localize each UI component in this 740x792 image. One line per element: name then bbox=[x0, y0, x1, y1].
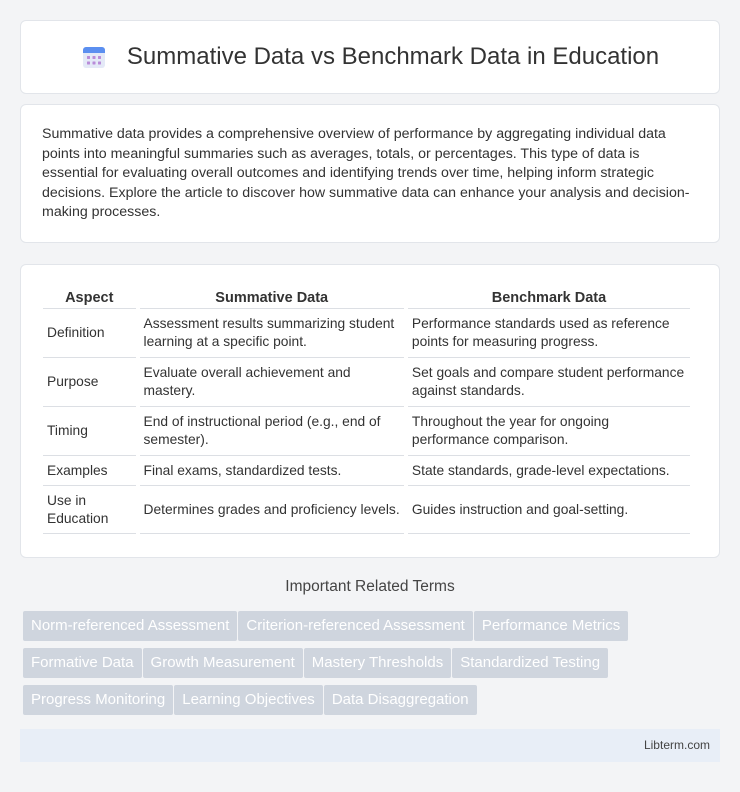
table-cell: Definition bbox=[43, 309, 136, 358]
term-tag[interactable]: Growth Measurement bbox=[143, 648, 303, 678]
term-tag[interactable]: Norm-referenced Assessment bbox=[23, 611, 237, 641]
table-cell: Throughout the year for ongoing performance comparison. bbox=[408, 407, 690, 456]
related-terms-list bbox=[23, 611, 723, 722]
table-header-aspect: Aspect bbox=[43, 285, 136, 309]
term-tag[interactable]: Data Disaggregation bbox=[324, 685, 477, 715]
related-terms-title: Important Related Terms bbox=[285, 578, 455, 595]
term-tag[interactable]: Standardized Testing bbox=[452, 648, 608, 678]
table-cell: Examples bbox=[43, 456, 136, 486]
header-card bbox=[20, 20, 720, 94]
table-cell: End of instructional period (e.g., end of semester). bbox=[140, 407, 404, 456]
table-cell: Final exams, standardized tests. bbox=[140, 456, 404, 486]
table-cell: Use in Education bbox=[43, 486, 136, 534]
table-cell: Evaluate overall achievement and mastery. bbox=[140, 358, 404, 407]
comparison-table bbox=[39, 285, 694, 534]
footer bbox=[20, 729, 720, 762]
table-cell: Performance standards used as reference points for measuring progress. bbox=[408, 309, 690, 358]
table-row bbox=[43, 358, 690, 407]
comparison-card bbox=[20, 264, 720, 558]
table-cell: Set goals and compare student performance against standards. bbox=[408, 358, 690, 407]
term-tag[interactable]: Criterion-referenced Assessment bbox=[238, 611, 472, 641]
intro-text: Summative data provides a comprehensive overview of performance by aggregating individual data points into meaningful summaries such as averages, totals, or percentages. This type of data is essential for evaluating overall outcomes and identifying trends over time, helping inform strategic decisions. Explore the article to discover how summative data can enhance your analysis and decision-making processes. bbox=[42, 126, 690, 221]
table-header-summative: Summative Data bbox=[140, 285, 404, 309]
table-header-benchmark: Benchmark Data bbox=[408, 285, 690, 309]
calendar-icon bbox=[81, 44, 107, 70]
term-tag[interactable]: Performance Metrics bbox=[474, 611, 628, 641]
table-cell: Guides instruction and goal-setting. bbox=[408, 486, 690, 534]
term-tag[interactable]: Progress Monitoring bbox=[23, 685, 173, 715]
footer-site-link[interactable]: Libterm.com bbox=[643, 738, 710, 752]
term-tag[interactable]: Formative Data bbox=[23, 648, 142, 678]
table-row bbox=[43, 309, 690, 358]
term-tag[interactable]: Learning Objectives bbox=[174, 685, 323, 715]
intro-card bbox=[20, 104, 720, 243]
page-title: Summative Data vs Benchmark Data in Education bbox=[126, 43, 660, 70]
table-row bbox=[43, 486, 690, 534]
table-cell: Purpose bbox=[43, 358, 136, 407]
table-row bbox=[43, 456, 690, 486]
term-tag[interactable]: Mastery Thresholds bbox=[304, 648, 451, 678]
table-cell: Assessment results summarizing student learning at a specific point. bbox=[140, 309, 404, 358]
table-row bbox=[43, 407, 690, 456]
table-cell: Determines grades and proficiency levels. bbox=[140, 486, 404, 534]
table-cell: Timing bbox=[43, 407, 136, 456]
table-cell: State standards, grade-level expectations. bbox=[408, 456, 690, 486]
